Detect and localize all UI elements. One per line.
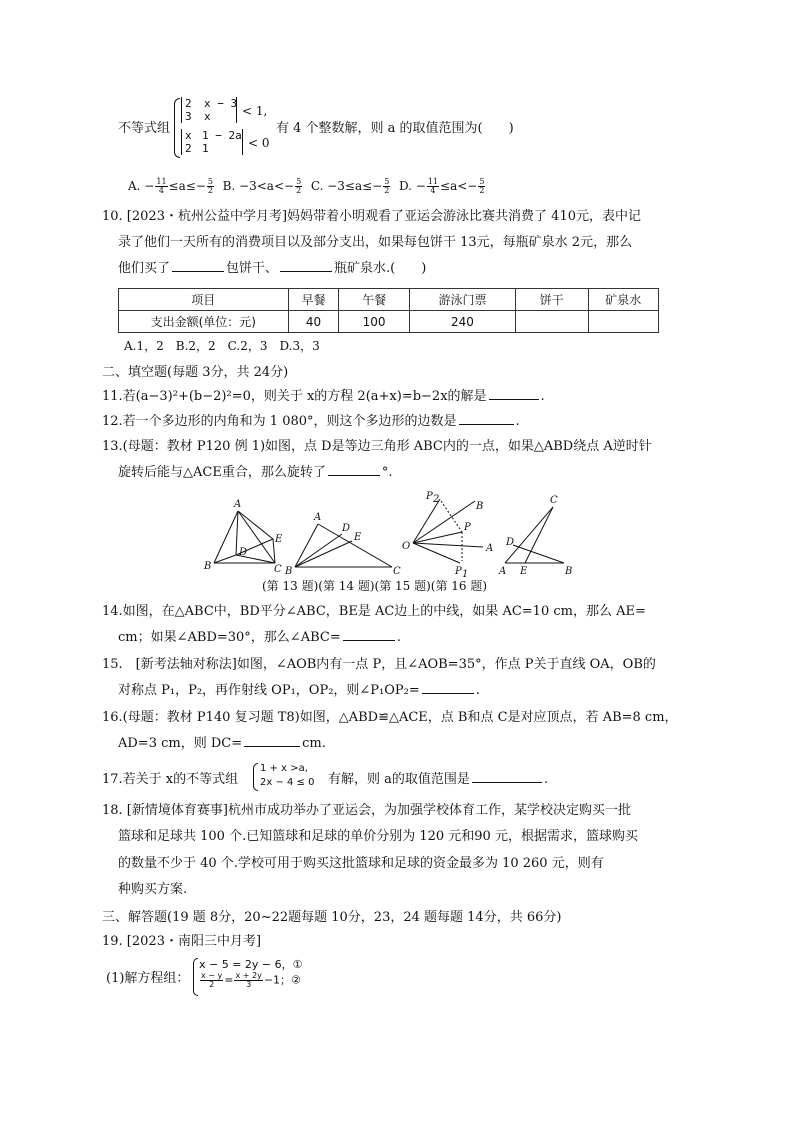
table-header-row: 项目 早餐 午餐 游泳门票 饼干 矿泉水 [119, 289, 659, 311]
f15-label-p2-subscript: 2 [433, 494, 440, 505]
figure-15 [413, 499, 483, 563]
q15-line1: 15. [新考法轴对称法]如图，∠AOB内有一点 P，且∠AOB=35°，作点 P关于直线 OA，OB的 [102, 657, 656, 672]
q9-relation-2: < 0 [248, 136, 270, 150]
f16-label-c: C [550, 495, 558, 506]
f13-label-b: B [204, 561, 212, 572]
f16-label-d: D [506, 537, 515, 548]
q14-line2: cm；如果∠ABD=30°，那么∠ABC= . [118, 630, 401, 645]
q17-prefix: 17.若关于 x的不等式组 [102, 772, 239, 787]
f14-label-a: A [314, 512, 322, 523]
q15-line2: 对称点 P₁，P₂，再作射线 OP₁，OP₂，则∠P₁OP₂= . [118, 683, 480, 698]
f13-label-e: E [275, 534, 283, 545]
q14-line1: 14.如图，在△ABC中，BD平分∠ABC，BE是 AC边上的中线，如果 AC=10 cm，那么 AE= [102, 604, 646, 619]
q18-line3: 的数量不少于 40 个.学校可用于购买这批篮球和足球的资金最多为 10 260 元，则有 [118, 856, 604, 871]
q10-expense-table [118, 288, 659, 333]
q19-system-brace [193, 958, 198, 996]
q9-determinant-1: 2 x − 3 3 x [181, 97, 237, 123]
q19-part1-label: (1)解方程组： [106, 971, 190, 986]
q17-row2: 2x − 4 ≤ 0 [260, 777, 315, 788]
figure-caption: (第 13 题)(第 14 题)(第 15 题)(第 16 题) [262, 579, 488, 593]
q9-relation-1: < 1, [242, 104, 268, 118]
q12: 12.若一个多边形的内角和为 1 080°，则这个多边形的边数是 . [102, 414, 520, 429]
figures-13-16 [200, 487, 600, 579]
f14-label-d: D [342, 523, 351, 534]
q17-row1: 1 + x >a, [260, 763, 308, 774]
q10-line1: 10. [2023・杭州公益中学月考]妈妈带着小明观看了亚运会游泳比赛共消费了 410元，表中记 [102, 209, 641, 224]
figure-16 [505, 507, 564, 563]
f16-label-b: B [565, 566, 573, 577]
q18-line1: 18. [新情境体育赛事]杭州市成功举办了亚运会，为加强学校体育工作，某学校决定购买一批 [102, 803, 631, 818]
q18-line4: 种购买方案. [118, 882, 188, 897]
q9-determinant-2: x 1 − 2a 2 1 [181, 129, 243, 155]
q11: 11.若(a−3)²+(b−2)²=0，则关于 x的方程 2(a+x)=b−2x的解是 . [102, 389, 545, 404]
section-3-heading: 三、解答题(19 题 8分，20~22题每题 10分，23，24 题每题 14分，共 66分) [102, 910, 562, 925]
q17-system-brace [253, 763, 258, 791]
q9-options: A. − $\frac{11}{4}$ ≤a≤− $\frac{5}{2}$ B. −3<a<− $\frac{5}{2}$ C. −3≤a≤− $\frac{5}{2}$ D. − $\frac{11}{4}$ ≤a<− $\frac{5}{2}$ [128, 177, 485, 195]
q16-line1: 16.(母题：教材 P140 复习题 T8)如图，△ABD≌△ACE，点 B和点 C是对应顶点，若 AB=8 cm， [102, 710, 678, 725]
q10-line2: 录了他们一天所有的消费项目以及部分支出，如果每包饼干 13元，每瓶矿泉水 2元，那么 [118, 235, 633, 250]
f15-label-p: P [464, 522, 471, 533]
f15-label-a: A [486, 543, 494, 554]
q19-equation-1: x − 5 = 2y − 6，① [199, 958, 303, 971]
section-2-heading: 二、填空题(每题 3分，共 24分) [102, 365, 289, 380]
f15-label-p2: P [426, 491, 433, 502]
q16-line2: AD=3 cm，则 DC= cm. [118, 736, 326, 751]
q10-options: A.1，2 B.2，2 C.2，3 D.3，3 [124, 339, 320, 353]
f15-label-o: O [402, 541, 411, 552]
q9-suffix: 有 4 个整数解，则 a 的取值范围为( ) [276, 121, 514, 136]
q13-line2: 旋转后能与△ACE重合，那么旋转了 °. [118, 465, 393, 480]
f13-label-d: D [239, 547, 248, 558]
q9-prefix: 不等式组 [118, 121, 171, 136]
q9-system-brace [174, 98, 180, 158]
f14-label-c: C [393, 566, 401, 577]
q19-heading: 19. [2023・南阳三中月考] [102, 934, 262, 949]
f14-label-e: E [354, 532, 362, 543]
f15-label-p1: P [455, 566, 462, 577]
f13-label-c: C [274, 564, 282, 575]
f16-label-a: A [499, 566, 507, 577]
f16-label-e: E [520, 566, 528, 577]
f14-label-b: B [285, 566, 293, 577]
q17-suffix: 有解，则 a的取值范围是 . [328, 772, 549, 787]
table-row: 支出金额(单位：元) 40 100 240 [119, 311, 659, 333]
f15-label-p1-subscript: 1 [462, 569, 469, 579]
f13-label-a: A [234, 499, 242, 510]
q19-equation-2: $\frac{x - y}{2}$ = $\frac{x + 2y}{3}$ −1；② [201, 971, 301, 989]
f15-label-b: B [476, 501, 484, 512]
q10-line3: 他们买了 包饼干、 瓶矿泉水.( ) [118, 261, 427, 276]
q13-line1: 13.(母题：教材 P120 例 1)如图，点 D是等边三角形 ABC内的一点，如果△ABD绕点 A逆时针 [102, 439, 652, 454]
q18-line2: 篮球和足球共 100 个.已知篮球和足球的单价分别为 120 元和90 元，根据需求，篮球购买 [118, 829, 638, 844]
